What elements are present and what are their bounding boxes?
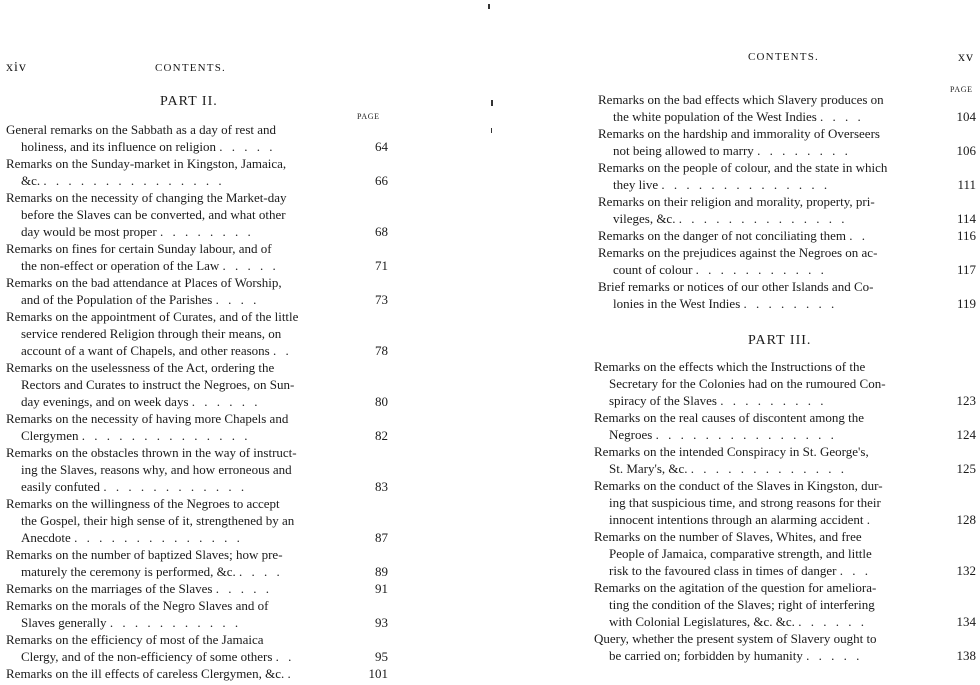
entry-line <box>6 393 388 410</box>
entry-text: day evenings, and on week days <box>21 394 189 409</box>
contents-entry <box>6 580 388 597</box>
dot-leader: . . . . <box>820 109 864 124</box>
entry-line <box>6 597 388 614</box>
entry-text: Remarks on the bad effects which Slavery produces on <box>598 92 884 107</box>
entry-line <box>594 579 976 596</box>
contents-entry <box>598 227 976 244</box>
contents-entry <box>598 159 976 193</box>
entry-text: Remarks on the prejudices against the Negroes on ac- <box>598 245 878 260</box>
dot-leader: . . . . . . . . . . . . . . <box>678 211 848 226</box>
entry-line <box>598 210 976 227</box>
contents-entry <box>598 278 976 312</box>
entry-text: Remarks on the hardship and immorality of Overseers <box>598 126 880 141</box>
entry-line <box>6 342 388 359</box>
page-reference: 83 <box>375 479 388 494</box>
contents-entry <box>6 359 388 410</box>
contents-entry <box>598 193 976 227</box>
scan-speck <box>488 4 490 9</box>
page-reference: 82 <box>375 428 388 443</box>
entry-text: Remarks on the willingness of the Negroes to accept <box>6 496 280 511</box>
entry-line <box>598 295 976 312</box>
entry-line <box>598 278 976 295</box>
entry-line <box>6 529 388 546</box>
contents-entry <box>594 443 976 477</box>
entry-text: Remarks on the number of Slaves, Whites, and free <box>594 529 862 544</box>
dot-leader: . . . . <box>239 564 283 579</box>
entry-text: and of the Population of the Parishes <box>21 292 213 307</box>
entry-line <box>6 444 388 461</box>
entry-line <box>6 257 388 274</box>
entry-line <box>594 460 976 477</box>
contents-entry <box>6 546 388 580</box>
contents-entry <box>6 597 388 631</box>
contents-list <box>598 91 976 312</box>
page-reference: 104 <box>956 109 976 124</box>
entry-line <box>6 563 388 580</box>
entry-line <box>594 409 976 426</box>
dot-leader: . . . . . . . . . . . . . . . <box>43 173 225 188</box>
contents-entry <box>6 155 388 189</box>
entry-line <box>598 142 976 159</box>
dot-leader: . <box>866 512 874 527</box>
entry-line <box>6 614 388 631</box>
entry-text: Query, whether the present system of Slavery ought to <box>594 631 877 646</box>
entry-line <box>6 189 388 206</box>
page-reference: 111 <box>957 177 976 192</box>
entry-line <box>6 478 388 495</box>
entry-line <box>6 410 388 427</box>
entry-line <box>6 631 388 648</box>
entry-line <box>6 325 388 342</box>
entry-line <box>598 193 976 210</box>
entry-text: Brief remarks or notices of our other Islands and Co- <box>598 279 874 294</box>
contents-entry <box>594 528 976 579</box>
entry-text: Clergy, and of the non-efficiency of some others <box>21 649 273 664</box>
entry-line <box>6 308 388 325</box>
entry-text: Anecdote <box>21 530 71 545</box>
dot-leader: . . . . . . . . . . . . . <box>690 461 848 476</box>
entry-line <box>6 206 388 223</box>
contents-entry <box>6 495 388 546</box>
page-reference: 87 <box>375 530 388 545</box>
entry-line <box>6 376 388 393</box>
page-reference: 71 <box>375 258 388 273</box>
dot-leader: . . . . . . . . . . . . . . <box>661 177 831 192</box>
entry-text: General remarks on the Sabbath as a day of rest and <box>6 122 277 137</box>
entry-line <box>6 223 388 240</box>
contents-list <box>594 358 976 664</box>
page-reference: 78 <box>375 343 388 358</box>
page-reference: 117 <box>956 262 976 277</box>
entry-line <box>6 172 388 189</box>
contents-entry <box>6 631 388 665</box>
dot-leader: . . . . . . . . <box>160 224 254 239</box>
dot-leader: . . . . . . . . . . . <box>695 262 827 277</box>
dot-leader: . . <box>849 228 869 243</box>
page-reference: 95 <box>375 649 388 664</box>
entry-text: Negroes <box>609 427 653 442</box>
contents-entry <box>594 630 976 664</box>
entry-text: Remarks on the uselessness of the Act, ordering the <box>6 360 275 375</box>
page-reference: 80 <box>375 394 388 409</box>
entry-line <box>594 375 976 392</box>
contents-entry <box>6 410 388 444</box>
dot-leader: . . . . <box>215 292 260 307</box>
entry-line <box>598 91 976 108</box>
entry-text: Remarks on fines for certain Sunday labour, and of <box>6 241 272 256</box>
entry-text: Remarks on the ill effects of careless Clergymen, &c. <box>6 666 285 681</box>
contents-entry <box>598 244 976 278</box>
entry-line <box>6 121 388 138</box>
entry-text: Remarks on the marriages of the Slaves <box>6 581 213 596</box>
entry-text: account of a want of Chapels, and other reasons <box>21 343 270 358</box>
page-reference: 128 <box>956 512 976 527</box>
entry-text: Remarks on the appointment of Curates, and of the little <box>6 309 299 324</box>
dot-leader: . . . . . . . . . . . . . . <box>81 428 251 443</box>
entry-text: Remarks on the morals of the Negro Slaves and of <box>6 598 269 613</box>
dot-leader: . . . . . <box>222 258 279 273</box>
page-reference: 123 <box>956 393 976 408</box>
dot-leader: . . . . . . . . . <box>720 393 827 408</box>
contents-entry <box>6 189 388 240</box>
entry-text: Remarks on their religion and morality, property, pri- <box>598 194 875 209</box>
entry-text: spiracy of the Slaves <box>609 393 717 408</box>
entry-text: they live <box>613 177 659 192</box>
dot-leader: . . . . . . . . <box>757 143 851 158</box>
contents-entry <box>594 477 976 528</box>
entry-text: not being allowed to marry <box>613 143 754 158</box>
right-page <box>490 0 980 685</box>
page-reference: 66 <box>375 173 388 188</box>
entry-line <box>6 359 388 376</box>
entry-text: innocent intentions through an alarming accident <box>609 512 864 527</box>
entry-line <box>6 461 388 478</box>
entry-line <box>598 125 976 142</box>
contents-entry <box>594 579 976 630</box>
dot-leader: . . . . . <box>215 581 272 596</box>
page-number: xv <box>958 50 974 65</box>
entry-line <box>598 176 976 193</box>
entry-line <box>594 426 976 443</box>
page-number: xiv <box>6 60 27 75</box>
dot-leader: . . . . . <box>219 139 276 154</box>
page-reference: 91 <box>375 581 388 596</box>
entry-line <box>594 562 976 579</box>
entry-text: Remarks on the danger of not conciliating them <box>598 228 847 243</box>
entry-text: the non-effect or operation of the Law <box>21 258 220 273</box>
entry-line <box>6 512 388 529</box>
page-reference: 68 <box>375 224 388 239</box>
entry-line <box>594 596 976 613</box>
entry-text: ing the Slaves, reasons why, and how erroneous and <box>21 462 292 477</box>
running-head: CONTENTS. <box>155 62 226 74</box>
entry-line <box>594 358 976 375</box>
entry-line <box>598 261 976 278</box>
entry-line <box>594 477 976 494</box>
page-reference: 119 <box>956 296 976 311</box>
entry-line <box>6 240 388 257</box>
entry-text: holiness, and its influence on religion <box>21 139 216 154</box>
entry-text: lonies in the West Indies <box>613 296 741 311</box>
entry-text: Remarks on the number of baptized Slaves; how pre- <box>6 547 283 562</box>
entry-text: &c. <box>21 173 41 188</box>
entry-text: ing that suspicious time, and strong reasons for their <box>609 495 881 510</box>
entry-text: Remarks on the efficiency of most of the Jamaica <box>6 632 264 647</box>
entry-text: with Colonial Legislatures, &c. &c. <box>609 614 795 629</box>
entry-text: easily confuted <box>21 479 101 494</box>
dot-leader: . . . . . . <box>191 394 261 409</box>
entry-line <box>594 545 976 562</box>
entry-line <box>598 227 976 244</box>
entry-text: before the Slaves can be converted, and what other <box>21 207 286 222</box>
entry-text: Slaves generally <box>21 615 107 630</box>
entry-line <box>594 511 976 528</box>
contents-entry <box>594 358 976 409</box>
scan-speck <box>491 128 492 133</box>
entry-text: People of Jamaica, comparative strength, and little <box>609 546 872 561</box>
contents-entry <box>6 121 388 155</box>
entry-line <box>6 138 388 155</box>
entry-text: ting the condition of the Slaves; right of interfering <box>609 597 875 612</box>
entry-line <box>6 665 388 682</box>
entry-line <box>594 613 976 630</box>
dot-leader: . . . . . . . . . . . . . . . <box>655 427 837 442</box>
dot-leader: . . . . . . . . . . . <box>109 615 242 630</box>
running-head: CONTENTS. <box>748 51 819 63</box>
entry-line <box>6 427 388 444</box>
entry-text: count of colour <box>613 262 693 277</box>
page-reference: 114 <box>956 211 976 226</box>
entry-line <box>6 274 388 291</box>
contents-entry <box>6 308 388 359</box>
entry-line <box>594 392 976 409</box>
dot-leader: . . . . . <box>806 648 863 663</box>
entry-text: day would be most proper <box>21 224 157 239</box>
entry-text: vileges, &c. <box>613 211 676 226</box>
contents-entry <box>6 240 388 274</box>
dot-leader: . . . . . . . . . . . . . . <box>74 530 243 545</box>
dot-leader: . <box>287 666 294 681</box>
entry-line <box>6 546 388 563</box>
entry-line <box>594 443 976 460</box>
entry-line <box>6 648 388 665</box>
page-reference: 64 <box>375 139 388 154</box>
entry-text: Remarks on the intended Conspiracy in St. George's, <box>594 444 869 459</box>
dot-leader: . . . . . . <box>798 614 867 629</box>
dot-leader: . . . <box>839 563 871 578</box>
entry-text: Remarks on the agitation of the question for ameliora- <box>594 580 877 595</box>
page-reference: 116 <box>956 228 976 243</box>
page-reference: 132 <box>956 563 976 578</box>
contents-entry <box>6 665 388 682</box>
entry-text: St. Mary's, &c. <box>609 461 688 476</box>
entry-text: Remarks on the conduct of the Slaves in Kingston, dur- <box>594 478 883 493</box>
entry-line <box>594 630 976 647</box>
entry-line <box>594 647 976 664</box>
entry-line <box>594 528 976 545</box>
entry-text: Remarks on the obstacles thrown in the way of instruct- <box>6 445 297 460</box>
part-heading: PART III. <box>748 333 812 348</box>
page-reference: 134 <box>956 614 976 629</box>
entry-text: the Gospel, their high sense of it, strengthened by an <box>21 513 295 528</box>
entry-text: Remarks on the necessity of having more Chapels and <box>6 411 289 426</box>
entry-line <box>6 155 388 172</box>
contents-entry <box>598 125 976 159</box>
page-reference: 93 <box>375 615 388 630</box>
entry-text: the white population of the West Indies <box>613 109 817 124</box>
entry-text: maturely the ceremony is performed, &c. <box>21 564 236 579</box>
entry-line <box>598 108 976 125</box>
dot-leader: . . . . . . . . <box>743 296 838 311</box>
entry-line <box>6 291 388 308</box>
entry-line <box>598 159 976 176</box>
page-reference: 101 <box>368 666 388 681</box>
entry-text: Remarks on the effects which the Instructions of the <box>594 359 866 374</box>
entry-text: Rectors and Curates to instruct the Negroes, on Sun- <box>21 377 295 392</box>
page-reference: 106 <box>956 143 976 158</box>
entry-text: Remarks on the necessity of changing the Market-day <box>6 190 287 205</box>
page-reference: 73 <box>375 292 388 307</box>
page-column-label: PAGE <box>950 85 973 94</box>
page-reference: 125 <box>956 461 976 476</box>
entry-line <box>6 580 388 597</box>
contents-list <box>6 121 388 682</box>
entry-text: Remarks on the real causes of discontent among the <box>594 410 865 425</box>
entry-text: Secretary for the Colonies had on the rumoured Con- <box>609 376 886 391</box>
entry-text: Remarks on the Sunday-market in Kingston, Jamaica, <box>6 156 287 171</box>
entry-text: Clergymen <box>21 428 79 443</box>
dot-leader: . . <box>272 343 292 358</box>
contents-entry <box>598 91 976 125</box>
entry-text: risk to the favoured class in times of danger <box>609 563 837 578</box>
page-column-label: PAGE <box>357 112 380 121</box>
part-heading: PART II. <box>160 94 218 109</box>
dot-leader: . . . . . . . . . . . . <box>103 479 248 494</box>
entry-text: be carried on; forbidden by humanity <box>609 648 803 663</box>
scan-speck <box>491 100 493 106</box>
contents-entry <box>6 274 388 308</box>
contents-entry <box>594 409 976 443</box>
dot-leader: . . <box>275 649 295 664</box>
page-reference: 89 <box>375 564 388 579</box>
entry-text: Remarks on the people of colour, and the state in which <box>598 160 888 175</box>
page-reference: 138 <box>956 648 976 663</box>
entry-line <box>594 494 976 511</box>
entry-text: service rendered Religion through their means, on <box>21 326 282 341</box>
contents-entry <box>6 444 388 495</box>
entry-line <box>6 495 388 512</box>
entry-line <box>598 244 976 261</box>
entry-text: Remarks on the bad attendance at Places of Worship, <box>6 275 282 290</box>
page-reference: 124 <box>956 427 976 442</box>
